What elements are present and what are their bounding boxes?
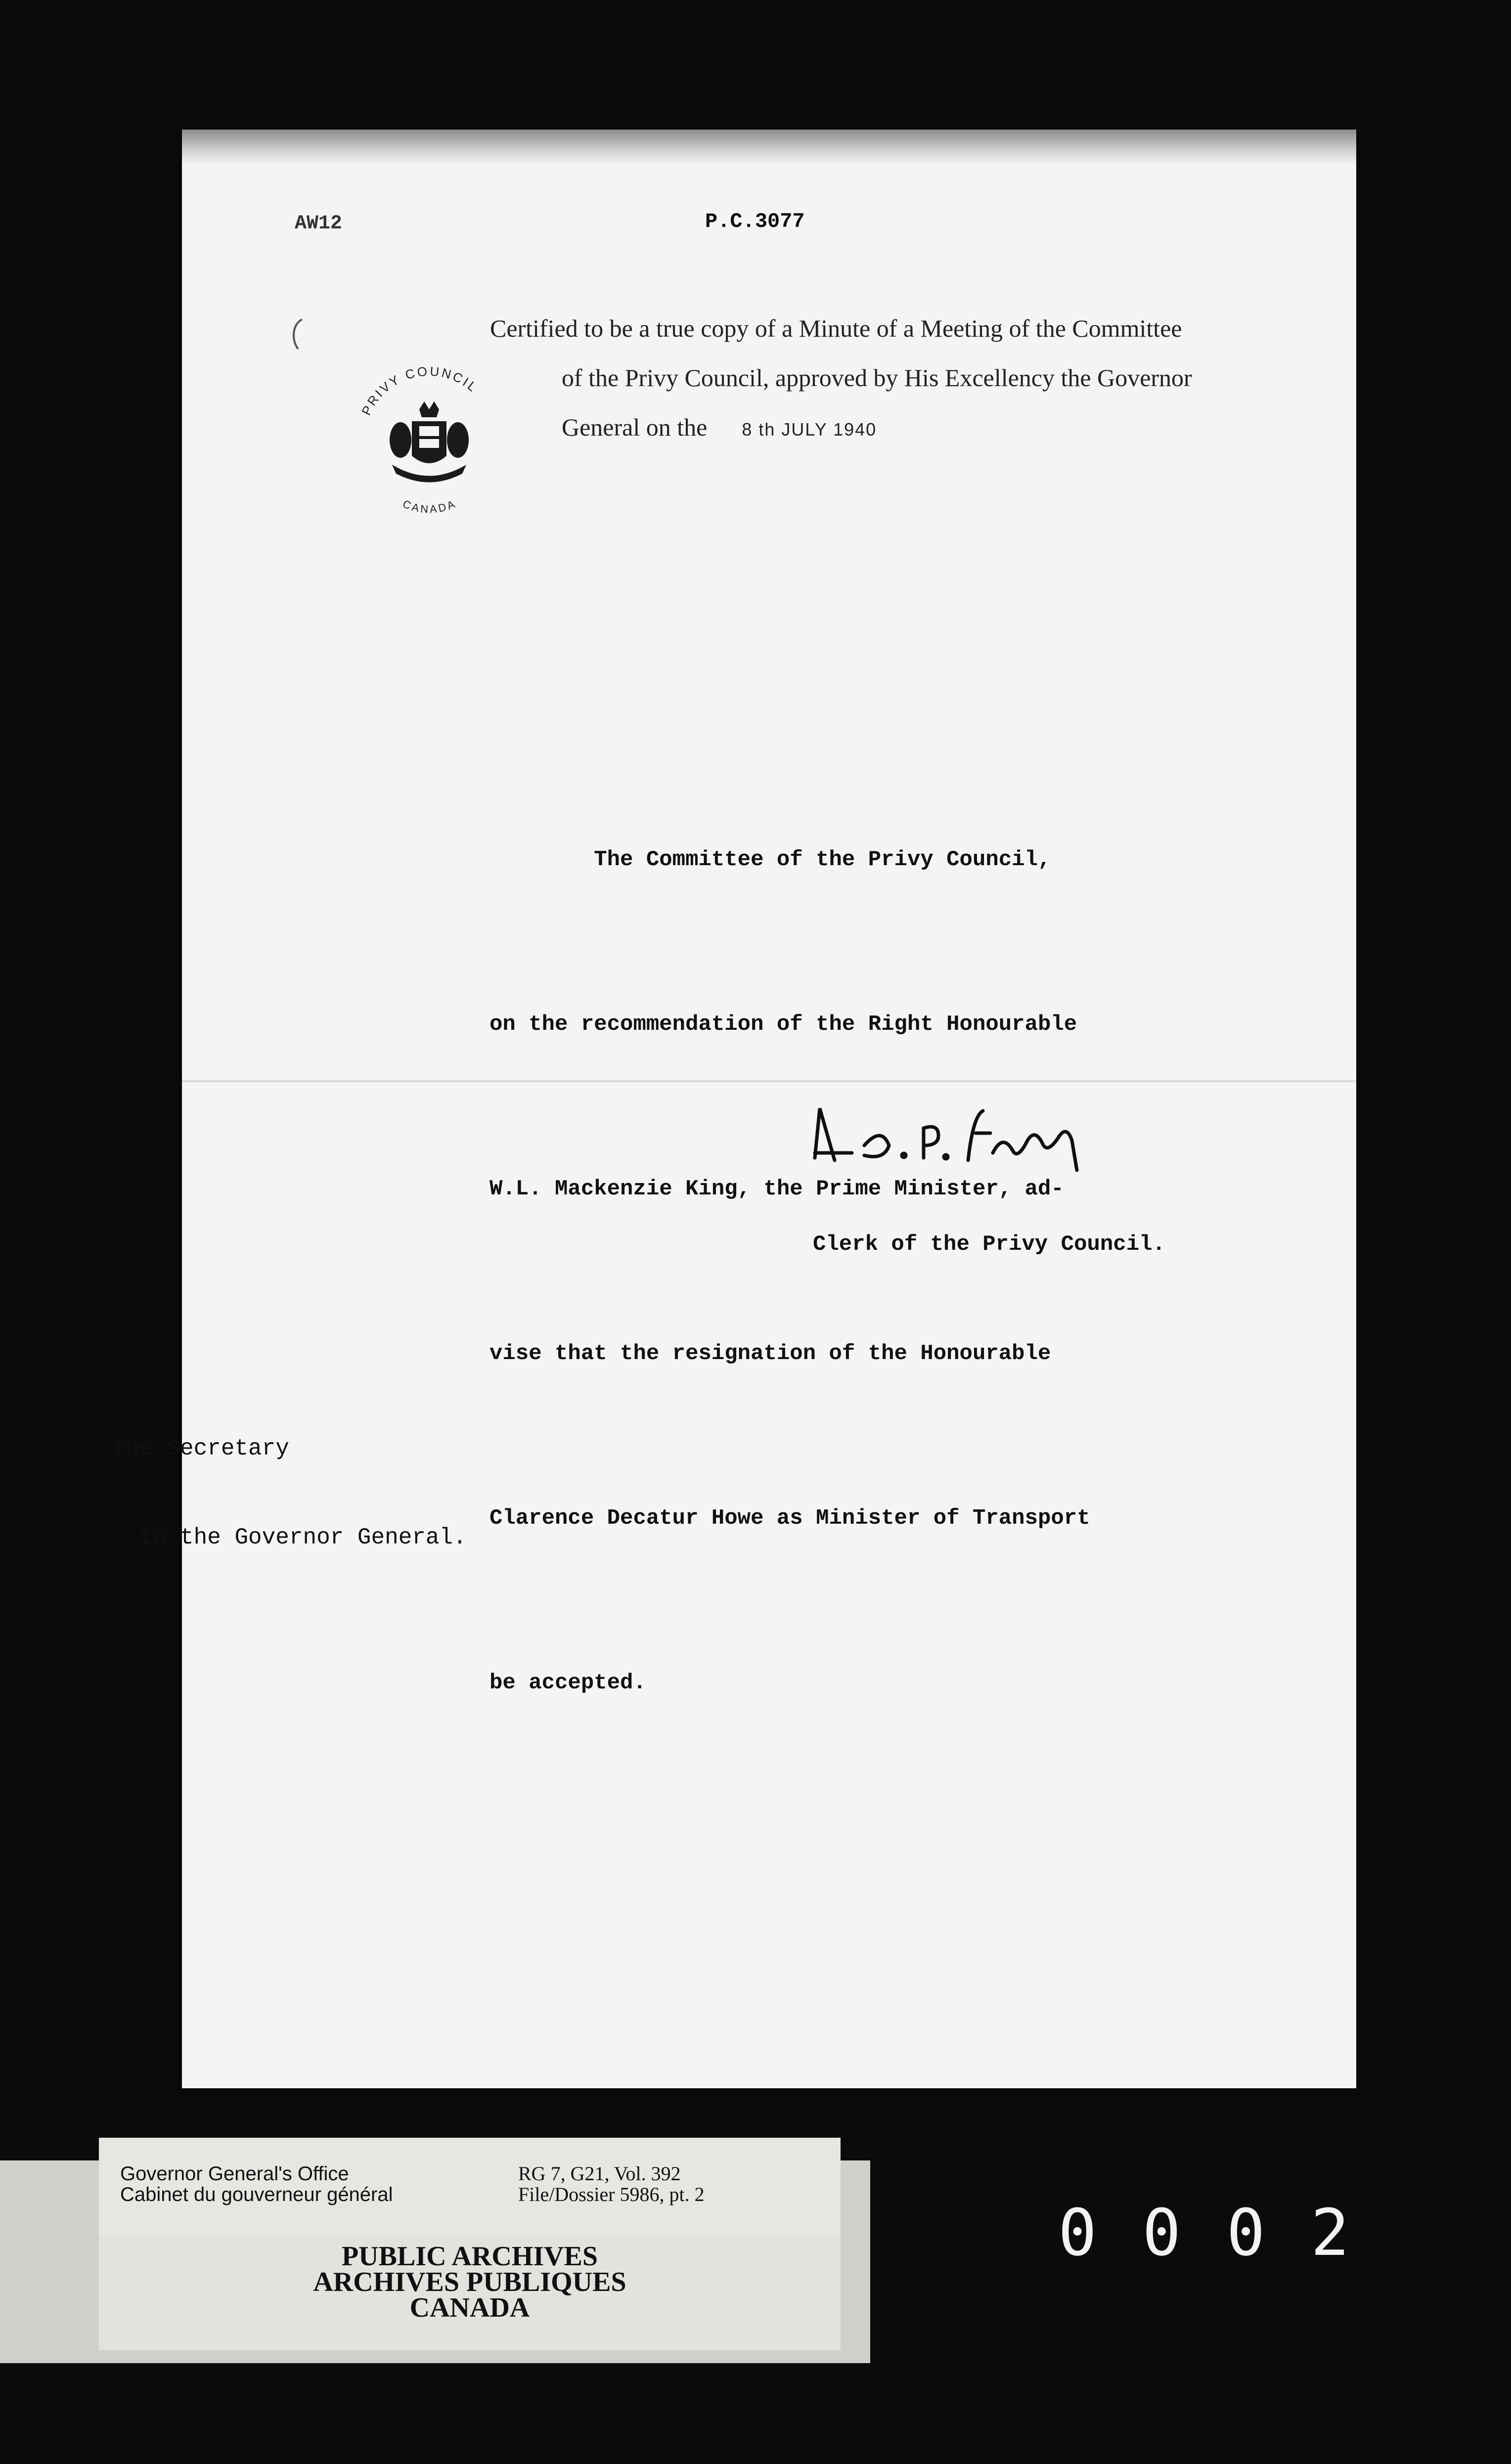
certification-line-1: Certified to be a true copy of a Minute of a Meeting of the Committee — [490, 314, 1182, 342]
meeting-date: 8 th JULY 1940 — [742, 419, 877, 440]
certification-block — [490, 304, 1331, 454]
file-reference: AW12 — [295, 213, 343, 235]
certification-line-3 — [490, 402, 1331, 454]
signatory-title: Clerk of the Privy Council. — [813, 1232, 1165, 1257]
order-number: P.C.3077 — [705, 210, 805, 233]
archive-references — [518, 2163, 705, 2205]
minute-body — [489, 723, 1231, 1820]
handwritten-signature — [805, 1099, 1121, 1183]
certification-line-2: of the Privy Council, approved by His Excellency the Governor — [562, 364, 1192, 392]
body-line: The Committee of the Privy Council, — [489, 847, 1051, 872]
archive-stamp — [277, 2241, 663, 2323]
privy-council-seal-icon — [345, 366, 513, 529]
addressee-block — [112, 1374, 467, 1582]
office-name-fr: Cabinet du gouverneur général — [120, 2184, 393, 2205]
stamp-line-1: PUBLIC ARCHIVES — [341, 2241, 598, 2272]
record-group-ref: RG 7, G21, Vol. 392 — [518, 2162, 681, 2185]
certification-line-3-text: General on the — [562, 413, 708, 441]
svg-text:CANADA — [401, 497, 458, 515]
stamp-line-3: CANADA — [409, 2292, 530, 2323]
frame-number: 0002 — [1058, 2195, 1395, 2270]
page-top-edge — [182, 130, 1356, 164]
addressee-line-2: to the Governor General. — [112, 1525, 467, 1550]
file-dossier-ref: File/Dossier 5986, pt. 2 — [518, 2183, 705, 2205]
body-line: W.L. Mackenzie King, the Prime Minister, ad- — [489, 1177, 1064, 1201]
seal-top-text: PRIVY COUNCIL — [358, 366, 482, 418]
body-line: be accepted. — [489, 1671, 646, 1695]
body-line: vise that the resignation of the Honourable — [489, 1341, 1051, 1366]
seal-bottom-text: CANADA — [401, 497, 458, 516]
addressee-line-1: The Secretary — [112, 1436, 289, 1461]
body-line: Clarence Decatur Howe as Minister of Transport — [489, 1506, 1090, 1531]
page-fold-line — [182, 1080, 1356, 1082]
document-page — [182, 130, 1356, 2088]
office-names — [120, 2163, 393, 2205]
margin-mark — [288, 317, 308, 352]
office-name-en: Governor General's Office — [120, 2163, 349, 2185]
stamp-line-2: ARCHIVES PUBLIQUES — [313, 2267, 626, 2297]
body-line: on the recommendation of the Right Honourable — [489, 1012, 1077, 1037]
